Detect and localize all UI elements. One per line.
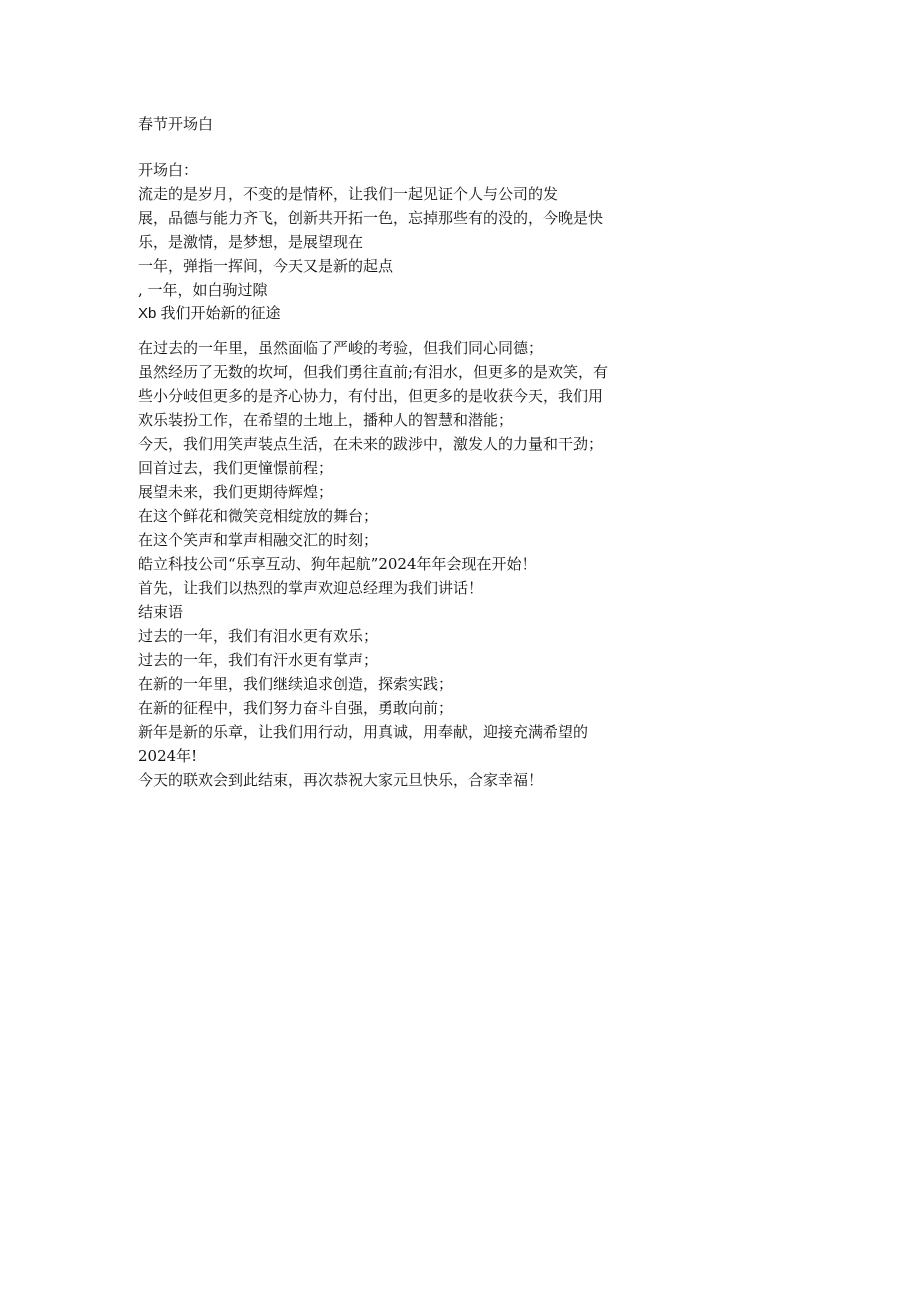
document-title: 春节开场白 (138, 115, 214, 133)
text-line: 回首过去，我们更憧憬前程； (138, 459, 334, 477)
text-line: 在这个鲜花和微笑竞相绽放的舞台； (138, 507, 379, 525)
text-line: 在新的一年里，我们继续追求创造，探索实践； (138, 675, 454, 693)
text-line: 在这个笑声和掌声相融交汇的时刻； (138, 531, 379, 549)
text-line: 欢乐装扮工作，在希望的土地上，播种人的智慧和潜能； (138, 411, 514, 429)
text-line: 虽然经历了无数的坎坷，但我们勇往直前;有泪水，但更多的是欢笑，有 (138, 363, 609, 381)
text-line: 一年，弹指一挥间，今天又是新的起点 (138, 257, 394, 275)
text-line: 首先，让我们以热烈的掌声欢迎总经理为我们讲话！ (138, 579, 484, 597)
text-line: , 一年，如白驹过隙 (138, 281, 268, 299)
body-section (138, 336, 638, 792)
text-line: 展，品德与能力齐飞，创新共开拓一色，忘掉那些有的没的，今晚是快 (138, 209, 604, 227)
text-line: 些小分岐但更多的是齐心协力，有付出，但更多的是收获今天，我们用 (138, 387, 604, 405)
text-line: 今天，我们用笑声装点生活，在未来的跋涉中，激发人的力量和干劲； (138, 435, 604, 453)
text-line: 过去的一年，我们有汗水更有掌声； (138, 651, 379, 669)
text-line: 在新的征程中，我们努力奋斗自强，勇敢向前； (138, 699, 454, 717)
text-line: 流走的是岁月，不变的是情杯，让我们一起见证个人与公司的发 (138, 185, 559, 203)
text-line: 新年是新的乐章，让我们用行动，用真诚，用奉献，迎接充满希望的 (138, 723, 589, 741)
text-line: 展望未来，我们更期待辉煌； (138, 483, 334, 501)
text-line: 皓立科技公司“乐享互动、狗年起航”2024年年会现在开始！ (138, 555, 537, 573)
text-line: 过去的一年，我们有泪水更有欢乐； (138, 627, 379, 645)
intro-section (138, 158, 638, 302)
text-line: 乐，是激情，是梦想，是展望现在 (138, 233, 364, 251)
text-line: 在过去的一年里，虽然面临了严峻的考验，但我们同心同德； (138, 339, 544, 357)
closing-heading: 结束语 (138, 603, 184, 621)
section-heading: Xb 我们开始新的征途 (138, 305, 281, 322)
text-line: 今天的联欢会到此结束，再次恭祝大家元旦快乐，合家幸福！ (138, 771, 544, 789)
heading-section (138, 302, 638, 326)
text-line: 开场白： (138, 161, 199, 179)
text-line: 2024年! (138, 747, 198, 765)
